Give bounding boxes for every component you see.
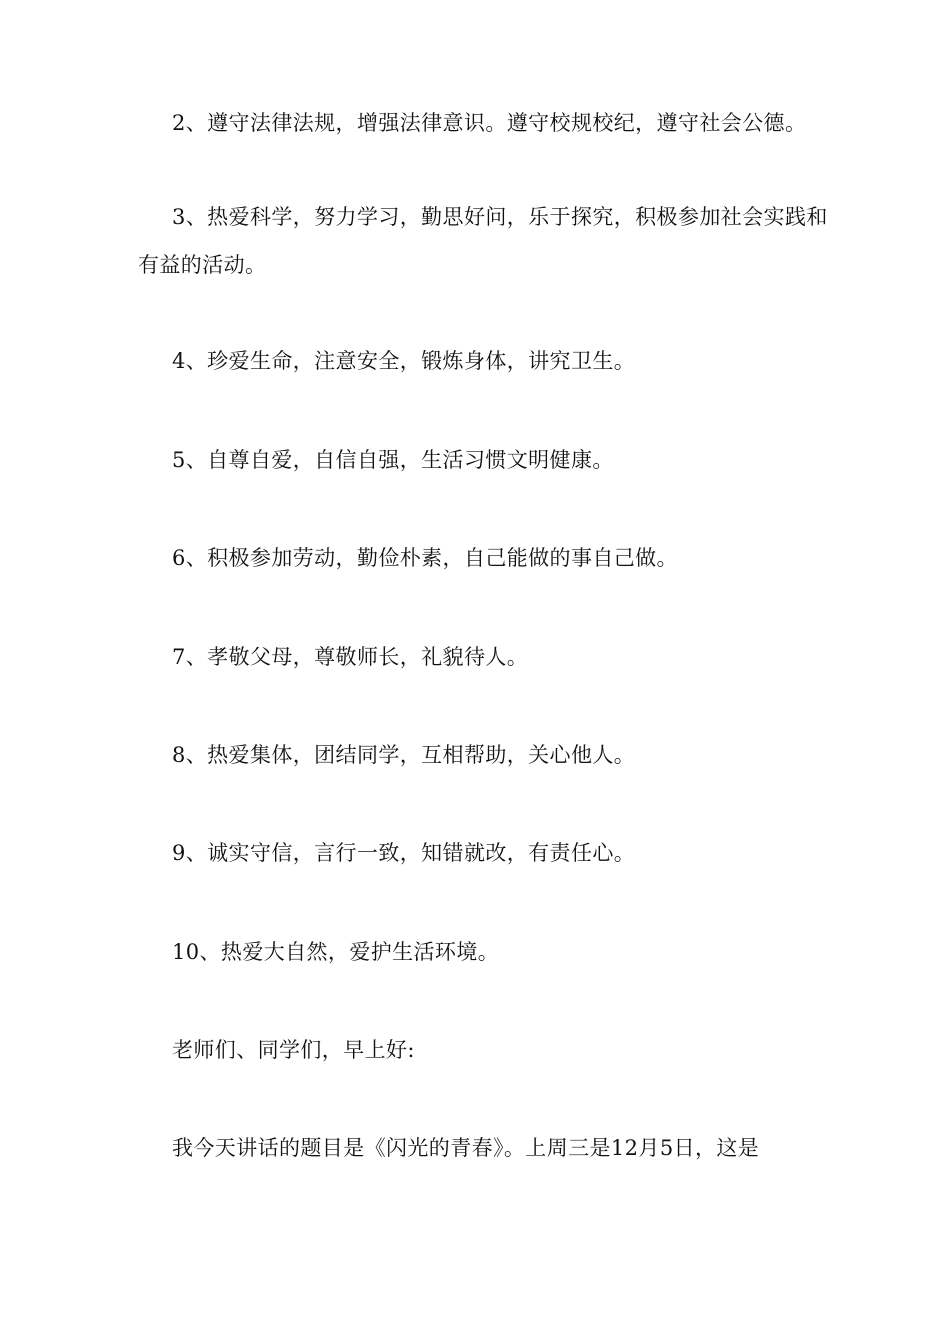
paragraph-rule-6: 6、积极参加劳动，勤俭朴素，自己能做的事自己做。 bbox=[172, 546, 678, 570]
paragraph-speech-intro: 我今天讲话的题目是《闪光的青春》。上周三是12月5日，这是 bbox=[172, 1136, 760, 1160]
paragraph-rule-3: 3、热爱科学，努力学习，勤思好问，乐于探究，积极参加社会实践和有益的活动。 bbox=[138, 205, 828, 277]
paragraph-rule-4: 4、珍爱生命，注意安全，锻炼身体，讲究卫生。 bbox=[172, 349, 636, 373]
paragraph-rule-5: 5、自尊自爱，自信自强，生活习惯文明健康。 bbox=[172, 448, 614, 472]
paragraph-greeting: 老师们、同学们，早上好: bbox=[172, 1038, 415, 1062]
paragraph-rule-9: 9、诚实守信，言行一致，知错就改，有责任心。 bbox=[172, 841, 636, 865]
paragraph-rule-8: 8、热爱集体，团结同学，互相帮助，关心他人。 bbox=[172, 743, 636, 767]
paragraph-rule-7: 7、孝敬父母，尊敬师长，礼貌待人。 bbox=[172, 645, 529, 669]
paragraph-rule-2: 2、遵守法律法规，增强法律意识。遵守校规校纪，遵守社会公德。 bbox=[172, 111, 807, 135]
paragraph-rule-10: 10、热爱大自然，爱护生活环境。 bbox=[172, 940, 500, 964]
